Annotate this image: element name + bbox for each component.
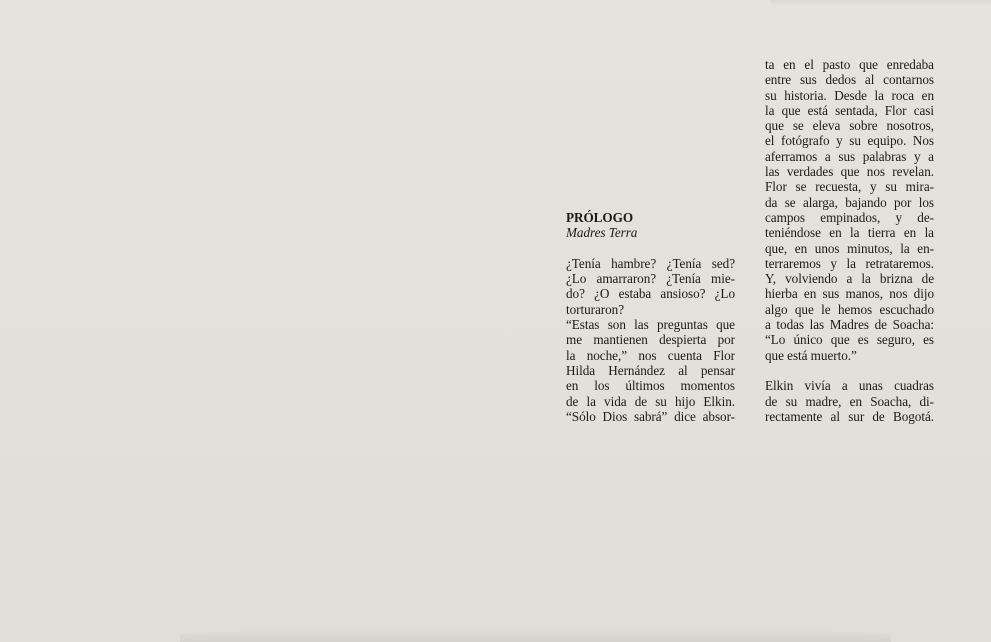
paragraph-gap: [765, 363, 934, 378]
text-line: que se eleva sobre nosotros,: [765, 118, 934, 134]
text-line: torturaron?: [566, 301, 625, 317]
text-line: ¿Tenía hambre? ¿Tenía sed?: [566, 255, 735, 271]
text-line: “Estas son las preguntas que: [566, 317, 735, 333]
text-line: Y, volviendo a la brizna de: [765, 271, 934, 287]
text-line: aferramos a sus palabras y a: [765, 148, 934, 164]
text-line: da se alarga, bajando por los: [765, 194, 934, 210]
text-line: Flor se recuesta, y su mira-: [765, 179, 934, 195]
text-line: entre sus dedos al contarnos: [765, 72, 934, 88]
text-line: Hilda Hernández al pensar: [566, 362, 735, 378]
text-line: hierba en sus manos, nos dijo: [765, 286, 934, 302]
text-line: ¿Lo amarraron? ¿Tenía mie-: [566, 271, 735, 287]
text-line: la noche,” nos cuenta Flor: [566, 347, 735, 363]
left-text-column: [566, 210, 735, 424]
text-line: que, en unos minutos, la en-: [765, 240, 934, 256]
page-edge-shadow-bottom: [180, 628, 891, 642]
text-line: campos empinados, y de-: [765, 209, 934, 225]
text-line: su historia. Desde la roca en: [765, 87, 934, 103]
text-line: de su madre, en Soacha, di-: [765, 393, 934, 409]
text-line: Elkin vivía a unas cuadras: [765, 378, 934, 394]
text-line: que está muerto.”: [765, 347, 857, 363]
text-line: algo que le hemos escuchado: [765, 301, 934, 317]
text-line: rectamente al sur de Bogotá.: [765, 408, 934, 424]
section-subheading: Madres Terra: [566, 225, 638, 241]
text-line: el fotógrafo y su equipo. Nos: [765, 133, 934, 149]
text-line: “Sólo Dios sabrá” dice absor-: [566, 408, 735, 424]
paragraph-gap: [566, 241, 735, 256]
section-heading: PRÓLOGO: [566, 210, 634, 225]
text-line: en los últimos momentos: [566, 378, 735, 394]
text-line: las verdades que nos revelan.: [765, 164, 934, 180]
text-line: ta en el pasto que enredaba: [765, 57, 934, 72]
page-edge-shadow-top: [771, 0, 991, 6]
text-line: la que está sentada, Flor casi: [765, 102, 934, 118]
text-line: me mantienen despierta por: [566, 332, 735, 348]
text-line: de la vida de su hijo Elkin.: [566, 393, 735, 409]
text-line: terraremos y la retrataremos.: [765, 255, 934, 271]
text-line: teniéndose en la tierra en la: [765, 225, 934, 241]
text-line: a todas las Madres de Soacha:: [765, 317, 934, 333]
text-line: do? ¿O estaba ansioso? ¿Lo: [566, 286, 735, 302]
right-text-column: [765, 57, 934, 424]
text-line: “Lo único que es seguro, es: [765, 332, 934, 348]
